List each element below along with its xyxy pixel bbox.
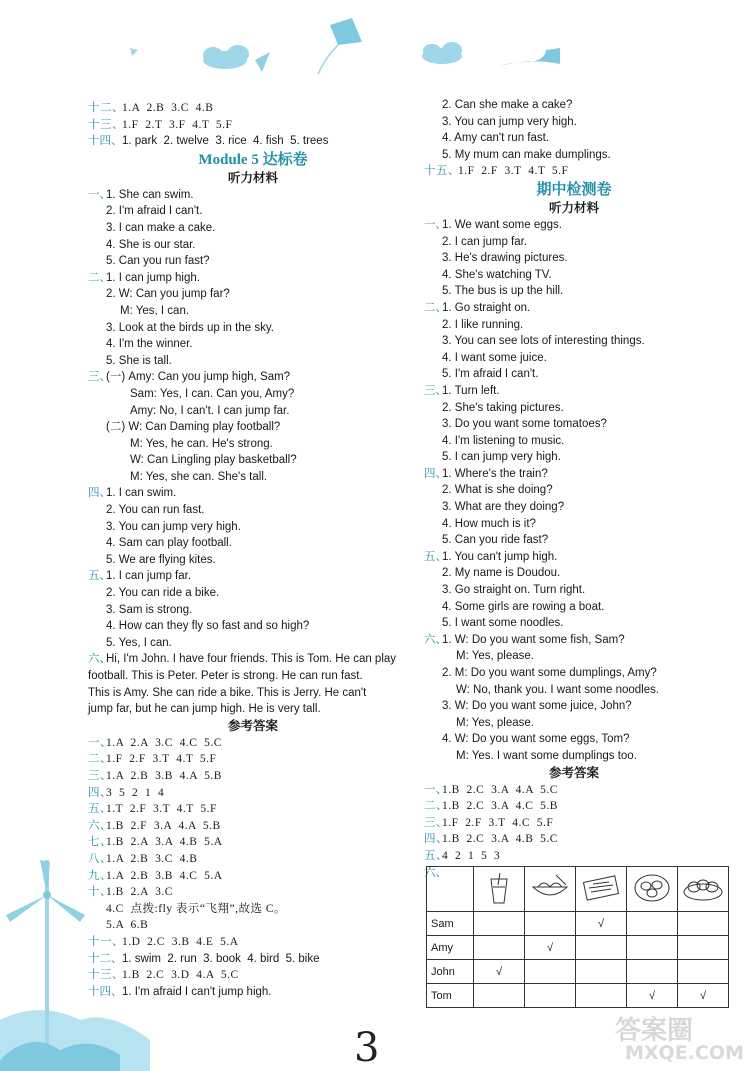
- text-line: [88, 801, 418, 818]
- question-number: 十一、: [88, 935, 124, 948]
- question-number: 三、: [88, 769, 112, 782]
- text-line: [424, 482, 724, 499]
- line-text: 2. M: Do you want some dumplings, Amy?: [442, 667, 657, 679]
- check-cell: √: [525, 936, 576, 960]
- table-row: [427, 960, 729, 984]
- line-text: 1.F 2.F 3.T 4.T 5.F: [106, 753, 217, 766]
- line-text: 5. Yes, I can.: [106, 636, 172, 649]
- line-text: 4. How can they fly so fast and so high?: [106, 620, 310, 633]
- table-row: [427, 936, 729, 960]
- table-row: [427, 984, 729, 1008]
- text-line: [424, 831, 724, 848]
- line-text: 2. I'm afraid I can't.: [106, 205, 203, 218]
- table-icon-cell: [576, 867, 627, 912]
- line-text: 4 2 1 5 3: [442, 849, 501, 862]
- text-line: [88, 386, 418, 403]
- watermark-url: MXQE.COM: [625, 1042, 744, 1064]
- text-line: [424, 815, 724, 832]
- text-line: [424, 317, 724, 334]
- text-line: [424, 250, 724, 267]
- line-text: 5. My mum can make dumplings.: [442, 148, 611, 161]
- text-line: [424, 715, 724, 732]
- line-text: 1. Go straight on.: [442, 301, 531, 314]
- text-line: [88, 519, 418, 536]
- check-cell: [678, 912, 729, 936]
- check-cell: [627, 912, 678, 936]
- check-cell: [474, 984, 525, 1008]
- text-line: [88, 253, 418, 270]
- question-number: 三、: [424, 384, 447, 397]
- text-line: [424, 632, 724, 649]
- row-name: Amy: [427, 936, 474, 960]
- text-line: [88, 635, 418, 652]
- check-cell: [576, 984, 627, 1008]
- line-text: 5. I want some noodles.: [442, 617, 564, 630]
- section-heading: Module 5 达标卷: [198, 151, 308, 168]
- juice-icon: [485, 871, 513, 905]
- question-number: 三、: [424, 816, 448, 829]
- text-line: [88, 117, 418, 134]
- text-line: [424, 383, 724, 400]
- line-text: 3. W: Do you want some juice, John?: [442, 700, 632, 713]
- text-line: [88, 701, 418, 718]
- line-text: 1.B 2.F 3.A 4.A 5.B: [106, 819, 221, 832]
- line-text: 1. Turn left.: [442, 384, 500, 397]
- line-text: M: Yes, she can. She's tall.: [130, 470, 268, 483]
- text-line: [88, 369, 418, 386]
- text-line: [88, 187, 418, 204]
- kite-icon: [318, 18, 362, 74]
- line-text: 4. How much is it?: [442, 517, 536, 530]
- text-line: [88, 967, 418, 984]
- text-line: [88, 336, 418, 353]
- check-cell: [525, 960, 576, 984]
- line-text: 1. swim 2. run 3. book 4. bird 5. bike: [122, 952, 320, 965]
- line-text: 3. What are they doing?: [442, 501, 565, 514]
- line-text: 4.C 点拨:fly 表示“飞翔”,故选 C。: [106, 902, 287, 915]
- check-cell: [576, 960, 627, 984]
- text-line: [424, 549, 724, 566]
- text-line: [88, 100, 418, 117]
- text-line: [88, 568, 418, 585]
- watermark-logo: 答案圈: [615, 1016, 694, 1046]
- line-text: 5. Can you run fast?: [106, 255, 210, 268]
- question-number: 四、: [88, 487, 111, 500]
- line-text: Hi, I'm John. I have four friends. This is Tom. He can play: [106, 653, 397, 666]
- text-line: [424, 366, 724, 383]
- question-number: 七、: [88, 836, 112, 849]
- question-number: 二、: [424, 301, 447, 314]
- check-cell: √: [627, 984, 678, 1008]
- text-line: [424, 731, 724, 748]
- question-number: 四、: [88, 786, 112, 799]
- text-line: [424, 283, 724, 300]
- question-number: 六、: [88, 819, 112, 832]
- line-text: 5. The bus is up the hill.: [442, 285, 564, 298]
- text-line: [424, 665, 724, 682]
- line-text: 2. I can jump far.: [442, 235, 528, 248]
- wave-icon: [500, 48, 560, 66]
- text-line: [88, 934, 418, 951]
- line-text: 2. What is she doing?: [442, 484, 553, 497]
- text-line: [424, 130, 724, 147]
- dumplings-icon: [632, 872, 672, 904]
- text-line: [88, 403, 418, 420]
- question-number: 五、: [88, 803, 112, 816]
- text-line: [88, 585, 418, 602]
- text-line: [424, 599, 724, 616]
- line-text: 1.A 2.B 3.C 4.B: [106, 852, 198, 865]
- line-text: 4. Sam can play football.: [106, 537, 232, 550]
- text-line: [88, 419, 418, 436]
- question-number: 二、: [88, 271, 111, 284]
- text-line: [424, 217, 724, 234]
- question-number: 一、: [88, 736, 112, 749]
- question-number: 十、: [88, 886, 112, 899]
- text-line: [88, 535, 418, 552]
- text-line: [424, 682, 724, 699]
- text-line: [424, 615, 724, 632]
- line-text: (一) Amy: Can you jump high, Sam?: [106, 371, 291, 384]
- line-text: 2. Can she make a cake?: [442, 99, 573, 111]
- line-text: 5. I'm afraid I can't.: [442, 368, 539, 381]
- question-number: 三、: [88, 371, 111, 384]
- line-text: 1. She can swim.: [106, 188, 194, 201]
- header-decoration: [0, 0, 750, 80]
- line-text: M: Yes, I can.: [120, 304, 190, 317]
- text-line: [88, 452, 418, 469]
- check-cell: √: [474, 960, 525, 984]
- table-icon-cell: [474, 867, 525, 912]
- left-column: [88, 100, 418, 1000]
- line-text: 3. Do you want some tomatoes?: [442, 418, 607, 431]
- question-number: 六、: [88, 653, 111, 666]
- text-line: [424, 698, 724, 715]
- text-line: [88, 220, 418, 237]
- check-cell: [627, 960, 678, 984]
- line-text: This is Amy. She can ride a bike. This is Jerry. He can't: [88, 686, 367, 699]
- text-line: [424, 350, 724, 367]
- text-line: [424, 234, 724, 251]
- text-line: [88, 984, 418, 1001]
- line-text: 5. Can you ride fast?: [442, 534, 549, 547]
- question-number: 十三、: [88, 969, 124, 982]
- text-line: [424, 848, 724, 865]
- text-line: [88, 618, 418, 635]
- kite-icon: [255, 52, 270, 72]
- text-line: [88, 901, 418, 918]
- line-text: 3. You can see lots of interesting things.: [442, 335, 645, 348]
- text-line: [88, 502, 418, 519]
- table-corner-cell: [427, 867, 474, 912]
- check-cell: [576, 936, 627, 960]
- line-text: 4. W: Do you want some eggs, Tom?: [442, 733, 630, 746]
- check-cell: [525, 912, 576, 936]
- text-line: [88, 868, 418, 885]
- line-text: 3 5 2 1 4: [106, 786, 165, 799]
- text-line: [88, 735, 418, 752]
- text-line: [424, 400, 724, 417]
- line-text: 1.B 2.C 3.A 4.A 5.C: [442, 783, 558, 796]
- line-text: M: Yes, please.: [456, 650, 534, 663]
- check-cell: [525, 984, 576, 1008]
- question-number: 二、: [88, 753, 112, 766]
- question-number: 六、: [424, 866, 447, 879]
- text-line: [88, 768, 418, 785]
- eggs-icon: [682, 874, 724, 902]
- text-line: [88, 303, 418, 320]
- question-number: 十四、: [88, 985, 123, 998]
- line-text: 3. You can jump very high.: [442, 115, 577, 128]
- line-text: 1. I'm afraid I can't jump high.: [122, 985, 272, 998]
- line-text: 1. Where's the train?: [442, 467, 548, 480]
- text-line: [88, 818, 418, 835]
- line-text: W: No, thank you. I want some noodles.: [456, 683, 660, 696]
- table-header-row: [427, 867, 729, 912]
- text-line: [88, 602, 418, 619]
- line-text: 3. You can jump very high.: [106, 520, 241, 533]
- text-line: [88, 951, 418, 968]
- question-number: 五、: [88, 570, 111, 583]
- text-line: [424, 267, 724, 284]
- line-text: 2. You can ride a bike.: [106, 587, 220, 600]
- text-line: [88, 485, 418, 502]
- line-text: 5. She is tall.: [106, 354, 172, 367]
- text-line: [424, 782, 724, 799]
- line-text: 4. I'm listening to music.: [442, 434, 565, 447]
- check-cell: [678, 960, 729, 984]
- table-icon-cell: [678, 867, 729, 912]
- line-text: 5.A 6.B: [106, 919, 149, 932]
- line-text: 4. Amy can't run fast.: [442, 132, 550, 145]
- question-number: 十三、: [88, 118, 124, 131]
- line-text: 1. I can jump high.: [106, 271, 200, 284]
- line-text: 1.F 2.T 3.F 4.T 5.F: [122, 118, 233, 131]
- line-text: 1. You can't jump high.: [442, 550, 558, 563]
- text-line: [424, 433, 724, 450]
- question-number: 八、: [88, 852, 112, 865]
- line-text: 5. I can jump very high.: [442, 451, 561, 464]
- line-text: 2. My name is Doudou.: [442, 567, 561, 580]
- text-line: [88, 917, 418, 934]
- question-number: 一、: [424, 783, 448, 796]
- line-text: 1.B 2.A 3.A 4.B 5.A: [106, 836, 223, 849]
- question-number: 一、: [424, 218, 447, 231]
- line-text: 1.D 2.C 3.B 4.E 5.A: [122, 935, 239, 948]
- question-number: 十五、: [424, 165, 460, 178]
- table-icon-cell: [525, 867, 576, 912]
- question-number: 九、: [88, 869, 112, 882]
- text-line: [424, 532, 724, 549]
- row-name: Tom: [427, 984, 474, 1008]
- question-number: 一、: [88, 188, 111, 201]
- text-line: [424, 114, 724, 131]
- line-text: 3. Sam is strong.: [106, 603, 193, 616]
- line-text: 2. She's taking pictures.: [442, 401, 564, 414]
- table-row: [427, 912, 729, 936]
- line-text: 1.T 2.F 3.T 4.T 5.F: [106, 803, 217, 816]
- text-line: [88, 834, 418, 851]
- line-text: 1.A 2.B 3.C 4.B: [122, 102, 214, 114]
- text-line: [424, 300, 724, 317]
- text-line: [424, 798, 724, 815]
- line-text: 1. I can jump far.: [106, 570, 192, 583]
- cloud-icon: [422, 42, 462, 64]
- line-text: 1.A 2.A 3.C 4.C 5.C: [106, 736, 222, 749]
- line-text: W: Can Lingling play basketball?: [130, 454, 297, 467]
- text-line: [88, 270, 418, 287]
- line-text: 1.A 2.B 3.B 4.C 5.A: [106, 869, 223, 882]
- section-heading: 听力材料: [227, 170, 278, 185]
- line-text: M: Yes, please.: [456, 716, 534, 729]
- line-text: 1.B 2.C 3.A 4.C 5.B: [442, 800, 558, 813]
- line-text: 4. Some girls are rowing a boat.: [442, 600, 605, 613]
- line-text: 4. I want some juice.: [442, 351, 547, 364]
- line-text: football. This is Peter. Peter is strong. He can run fast.: [88, 670, 363, 682]
- answer-table: [426, 866, 729, 1008]
- text-line: [88, 651, 418, 668]
- kite-icon: [130, 48, 138, 56]
- text-line: [88, 851, 418, 868]
- line-text: (二) W: Can Daming play football?: [106, 421, 281, 434]
- question-number: 五、: [424, 550, 447, 563]
- text-line: [424, 333, 724, 350]
- line-text: 3. Look at the birds up in the sky.: [106, 321, 274, 334]
- text-line: [424, 499, 724, 516]
- text-line: [424, 449, 724, 466]
- question-number: 四、: [424, 467, 447, 480]
- question-number: 十二、: [88, 952, 123, 965]
- row-name: John: [427, 960, 474, 984]
- check-cell: √: [576, 912, 627, 936]
- line-text: 4. She is our star.: [106, 238, 196, 251]
- check-cell: √: [678, 984, 729, 1008]
- text-line: [88, 552, 418, 569]
- line-text: Amy: No, I can't. I can jump far.: [130, 404, 290, 417]
- check-cell: [474, 912, 525, 936]
- line-text: jump far, but he can jump high. He is very tall.: [88, 703, 321, 716]
- check-cell: [474, 936, 525, 960]
- line-text: 5. We are flying kites.: [106, 553, 216, 566]
- text-line: [88, 133, 418, 150]
- line-text: 1. park 2. twelve 3. rice 4. fish 5. trees: [122, 135, 329, 148]
- line-text: 1. W: Do you want some fish, Sam?: [442, 633, 625, 646]
- check-cell: [678, 936, 729, 960]
- question-number: 十二、: [88, 102, 124, 114]
- question-number: 十四、: [88, 135, 123, 148]
- text-line: [424, 748, 724, 765]
- line-text: 1.F 2.F 3.T 4.T 5.F: [458, 165, 569, 178]
- line-text: 3. I can make a cake.: [106, 221, 216, 234]
- text-line: [88, 884, 418, 901]
- text-line: [424, 582, 724, 599]
- text-line: [424, 416, 724, 433]
- line-text: 1.B 2.A 3.C: [106, 886, 173, 899]
- line-text: 4. I'm the winner.: [106, 338, 193, 351]
- text-line: [88, 469, 418, 486]
- line-text: 1.B 2.C 3.D 4.A 5.C: [122, 969, 239, 982]
- text-line: [88, 751, 418, 768]
- text-line: [424, 163, 724, 180]
- text-line: [88, 237, 418, 254]
- section-heading: 听力材料: [548, 200, 599, 215]
- line-text: M: Yes, he can. He's strong.: [130, 437, 273, 450]
- text-line: [424, 648, 724, 665]
- page-number: 3: [354, 1025, 380, 1071]
- question-number: 四、: [424, 833, 448, 846]
- table-icon-cell: [627, 867, 678, 912]
- cloud-icon: [203, 45, 249, 69]
- text-line: [88, 353, 418, 370]
- line-text: 3. He's drawing pictures.: [442, 252, 568, 265]
- line-text: 1.A 2.B 3.B 4.A 5.B: [106, 769, 222, 782]
- text-line: [424, 516, 724, 533]
- line-text: 1.F 2.F 3.T 4.C 5.F: [442, 816, 554, 829]
- line-text: 3. Go straight on. Turn right.: [442, 584, 586, 597]
- line-text: 2. W: Can you jump far?: [106, 288, 230, 301]
- right-column: [424, 97, 724, 881]
- line-text: 4. She's watching TV.: [442, 268, 552, 281]
- line-text: 1.B 2.C 3.A 4.B 5.C: [442, 833, 558, 846]
- fish-icon: [581, 873, 621, 903]
- section-heading: 参考答案: [227, 718, 278, 733]
- text-line: [424, 565, 724, 582]
- text-line: [88, 286, 418, 303]
- line-text: M: Yes. I want some dumplings too.: [456, 749, 637, 762]
- question-number: 二、: [424, 800, 448, 813]
- text-line: [424, 466, 724, 483]
- text-line: [424, 97, 724, 114]
- text-line: [88, 668, 418, 685]
- text-line: [88, 203, 418, 220]
- text-line: [88, 685, 418, 702]
- check-cell: [627, 936, 678, 960]
- line-text: 1. I can swim.: [106, 487, 177, 500]
- row-name: Sam: [427, 912, 474, 936]
- section-heading: 参考答案: [548, 765, 599, 780]
- line-text: 2. I like running.: [442, 318, 524, 331]
- question-number: 五、: [424, 849, 448, 862]
- text-line: [424, 147, 724, 164]
- line-text: 1. We want some eggs.: [442, 218, 562, 231]
- line-text: Sam: Yes, I can. Can you, Amy?: [130, 387, 295, 400]
- section-heading: 期中检测卷: [536, 181, 612, 198]
- text-line: [88, 320, 418, 337]
- question-number: 六、: [424, 633, 447, 646]
- line-text: 2. You can run fast.: [106, 504, 205, 517]
- text-line: [88, 785, 418, 802]
- noodles-icon: [530, 873, 570, 903]
- text-line: [88, 436, 418, 453]
